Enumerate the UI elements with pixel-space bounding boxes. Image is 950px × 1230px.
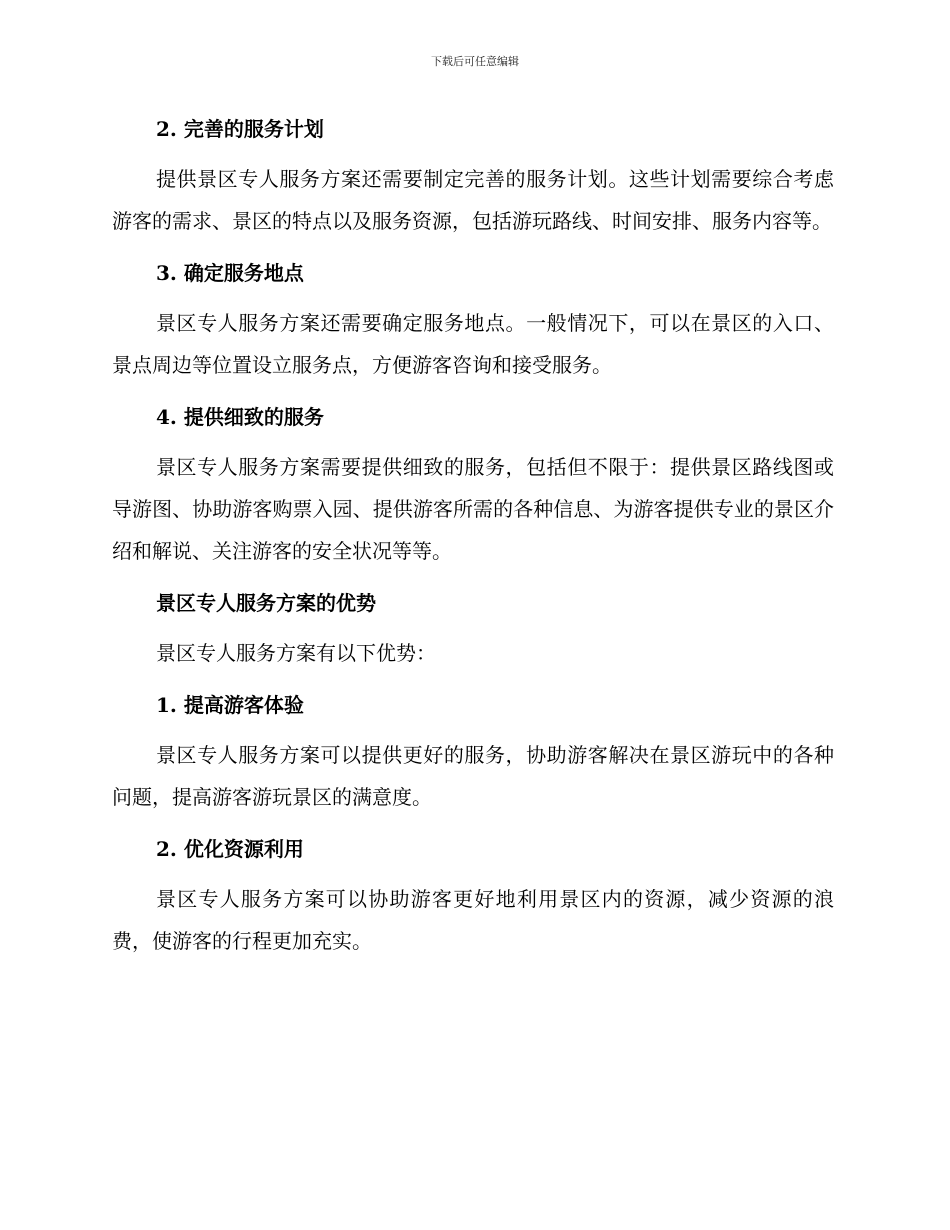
section-heading-service-plan: 2. 完善的服务计划: [156, 117, 324, 141]
paragraph-service-location: 景区专人服务方案还需要确定服务地点。一般情况下，可以在景区的入口、景点周边等位置设立服务点，方便游客咨询和接受服务。: [112, 311, 834, 377]
section-heading-visitor-experience: 1. 提高游客体验: [156, 693, 304, 717]
paragraph-visitor-experience: 景区专人服务方案可以提供更好的服务，协助游客解决在景区游玩中的各种问题，提高游客游玩景区的满意度。: [112, 743, 834, 809]
document-body: [112, 108, 834, 972]
paragraph-resource-use: 景区专人服务方案可以协助游客更好地利用景区内的资源，减少资源的浪费，使游客的行程更加充实。: [112, 887, 834, 953]
section-heading-service-location: 3. 确定服务地点: [156, 261, 304, 285]
paragraph-advantages-intro: 景区专人服务方案有以下优势：: [156, 641, 436, 665]
page-header: 下载后可任意编辑: [431, 55, 519, 68]
section-heading-detailed-service: 4. 提供细致的服务: [156, 405, 324, 429]
paragraph-service-plan: 提供景区专人服务方案还需要制定完善的服务计划。这些计划需要综合考虑游客的需求、景区的特点以及服务资源，包括游玩路线、时间安排、服务内容等。: [112, 167, 834, 233]
section-heading-resource-use: 2. 优化资源利用: [156, 837, 304, 861]
paragraph-detailed-service: 景区专人服务方案需要提供细致的服务，包括但不限于：提供景区路线图或导游图、协助游客购票入园、提供游客所需的各种信息、为游客提供专业的景区介绍和解说、关注游客的安全状况等等。: [112, 455, 834, 563]
section-heading-advantages: 景区专人服务方案的优势: [156, 591, 376, 615]
